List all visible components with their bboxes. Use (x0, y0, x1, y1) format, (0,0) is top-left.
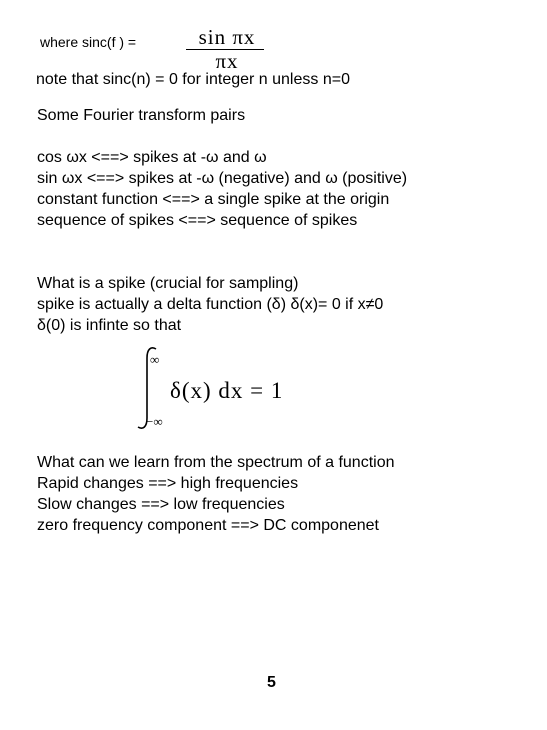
pair-line: sequence of spikes <==> sequence of spikes (37, 212, 358, 229)
spike-line: spike is actually a delta function (δ) δ(x)= 0 if x≠0 (37, 296, 384, 313)
sinc-definition-label: where sinc(f ) = (40, 34, 137, 50)
integral-upper-limit: ∞ (150, 352, 160, 367)
pair-line: constant function <==> a single spike at the origin (37, 191, 390, 208)
integrand: δ(x) dx = 1 (170, 378, 284, 403)
sinc-denominator: πx (215, 49, 239, 73)
spectrum-line: Rapid changes ==> high frequencies (37, 475, 299, 492)
spectrum-line: Slow changes ==> low frequencies (37, 496, 285, 513)
spike-line: δ(0) is infinte so that (37, 317, 182, 334)
fourier-pairs-heading: Some Fourier transform pairs (37, 107, 246, 124)
page-number: 5 (267, 674, 276, 691)
delta-integral (130, 344, 330, 434)
sinc-note: note that sinc(n) = 0 for integer n unless n=0 (36, 71, 350, 88)
spike-line: What is a spike (crucial for sampling) (37, 275, 299, 292)
sinc-numerator: sin πx (198, 25, 256, 49)
spectrum-line: zero frequency component ==> DC componenet (37, 517, 379, 534)
integral-lower-limit: −∞ (146, 414, 163, 429)
sinc-fraction (186, 26, 268, 72)
pair-line: sin ωx <==> spikes at -ω (negative) and ω (positive) (37, 170, 408, 187)
pair-line: cos ωx <==> spikes at -ω and ω (37, 149, 267, 166)
spectrum-line: What can we learn from the spectrum of a function (37, 454, 395, 471)
